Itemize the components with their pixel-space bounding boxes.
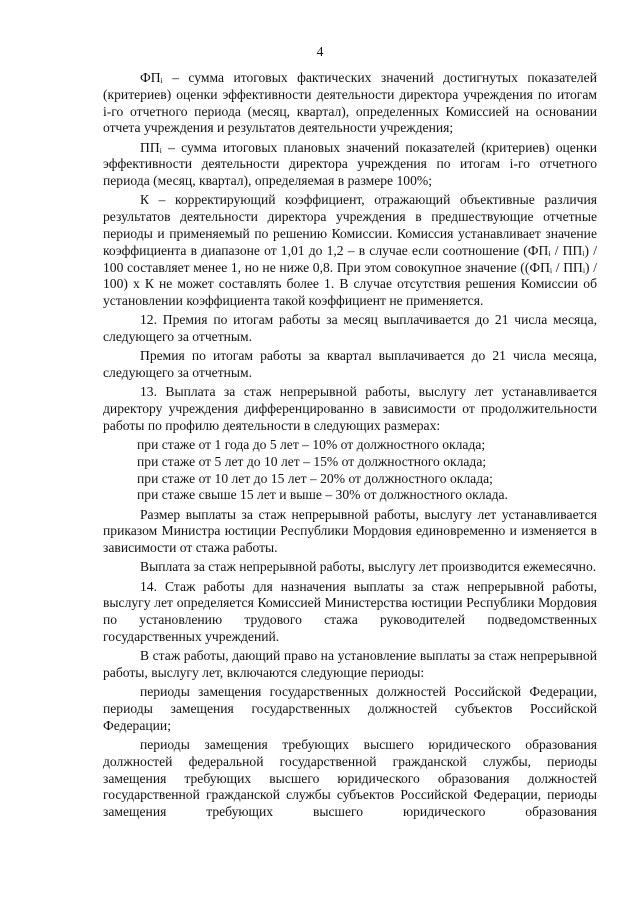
paragraph-quarter-bonus: Премия по итогам работы за квартал выплачивается до 21 числа месяца, следующего за отчетным. bbox=[103, 348, 597, 381]
paragraph-periods-civil-service: периоды замещения требующих высшего юридического образования должностей федеральной государственной гражданской службы, периоды замещения требующих высшего юридического образования должностей государственной гражданской службы субъектов Российской Федерации, периоды замещения требующих высшего юридического образования bbox=[103, 736, 597, 820]
paragraph-fp-definition: ФПᵢ – сумма итоговых фактических значений достигнутых показателей (критериев) оценки эффективности деятельности директора учреждения по итогам i-го отчетного периода (месяц, квартал), определенных Комиссией на основании отчета учреждения и результатов деятельности учреждения; bbox=[103, 70, 597, 136]
paragraph-item-12: 12. Премия по итогам работы за месяц выплачивается до 21 числа месяца, следующего за отчетным. bbox=[103, 312, 597, 345]
paragraph-monthly-payment: Выплата за стаж непрерывной работы, выслугу лет производится ежемесячно. bbox=[140, 559, 597, 575]
paragraph-item-14: 14. Стаж работы для назначения выплаты за стаж непрерывной работы, выслугу лет определяется Комиссией Министерства юстиции Республики Мордовия по установлению трудового стажа руководителей подведомственных государственных учреждений. bbox=[103, 578, 597, 645]
list-item: при стаже от 5 лет до 10 лет – 15% от должностного оклада; bbox=[137, 453, 487, 469]
list-item: при стаже свыше 15 лет и выше – 30% от должностного оклада. bbox=[137, 487, 508, 503]
paragraph-item-13: 13. Выплата за стаж непрерывной работы, выслугу лет устанавливается директору учреждения дифференцированно в зависимости от продолжительности работы по профилю деятельности в следующих размерах: bbox=[103, 384, 597, 433]
list-item: при стаже от 1 года до 5 лет – 10% от должностного оклада; bbox=[137, 437, 486, 453]
document-body bbox=[103, 70, 597, 823]
paragraph-periods-intro: В стаж работы, дающий право на установление выплаты за стаж непрерывной работы, выслугу лет, включаются следующие периоды: bbox=[103, 648, 597, 680]
page-number: 4 bbox=[316, 44, 324, 59]
paragraph-k-coefficient: К – корректирующий коэффициент, отражающий объективные различия результатов деятельности директора учреждения в предшествующие отчетные периоды и применяемый по решению Комиссии. Комиссия устанавливает значение коэффициента в диапазоне от 1,01 до 1,2 – в случае если соотношение (ФПᵢ / ППᵢ) / 100 составляет менее 1, но не ниже 0,8. При этом совокупное значение ((ФПᵢ / ППᵢ) / 100) х К не может составлять более 1. В случае отсутствия решения Комиссии об установлении коэффициента такой коэффициент не применяется. bbox=[103, 192, 597, 309]
paragraph-periods-state-positions: периоды замещения государственных должностей Российской Федерации, периоды замещения государственных должностей субъектов Российской Федерации; bbox=[103, 684, 597, 733]
list-item: при стаже от 10 лет до 15 лет – 20% от должностного оклада; bbox=[137, 470, 493, 486]
paragraph-payment-size: Размер выплаты за стаж непрерывной работы, выслугу лет устанавливается приказом Министра юстиции Республики Мордовия единовременно и изменяется в зависимости от стажа работы. bbox=[103, 506, 597, 556]
paragraph-pp-definition: ППᵢ – сумма итоговых плановых значений показателей (критериев) оценки эффективности деятельности директора учреждения по итогам i-го отчетного периода (месяц, квартал), определяемая в размере 100%; bbox=[103, 139, 597, 189]
